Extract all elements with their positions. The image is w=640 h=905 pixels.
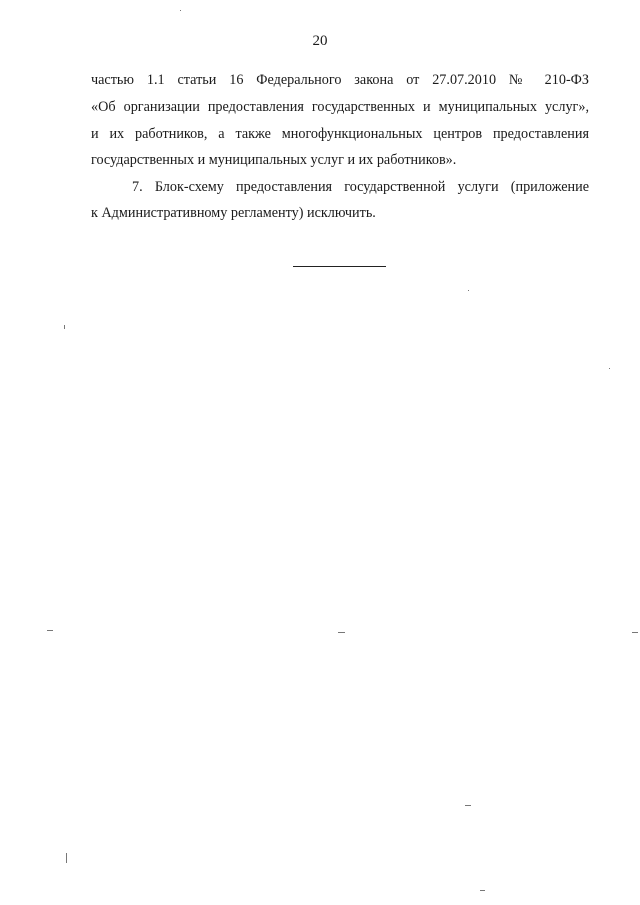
scan-speck <box>465 805 471 806</box>
page-number: 20 <box>312 33 328 49</box>
scan-speck <box>66 853 67 863</box>
text-line: государственных и муниципальных услуг и их работников». <box>91 152 457 168</box>
scan-speck <box>64 325 65 329</box>
scan-speck <box>609 368 610 369</box>
text-line: частью 1.1 статьи 16 Федерального закона от 27.07.2010 № 210-ФЗ <box>91 72 589 88</box>
scan-speck <box>468 290 469 291</box>
scan-speck <box>180 10 181 11</box>
text-line: и их работников, а также многофункциональных центров предоставления <box>91 126 589 142</box>
scan-speck <box>338 632 345 633</box>
scan-speck <box>47 630 53 631</box>
text-line: «Об организации предоставления государственных и муниципальных услуг», <box>91 99 589 115</box>
closing-rule <box>293 266 386 267</box>
scan-speck <box>632 632 638 633</box>
text-line: 7. Блок-схему предоставления государственной услуги (приложение <box>132 179 589 195</box>
text-line: к Административному регламенту) исключить. <box>91 205 376 221</box>
scan-speck <box>480 890 485 891</box>
